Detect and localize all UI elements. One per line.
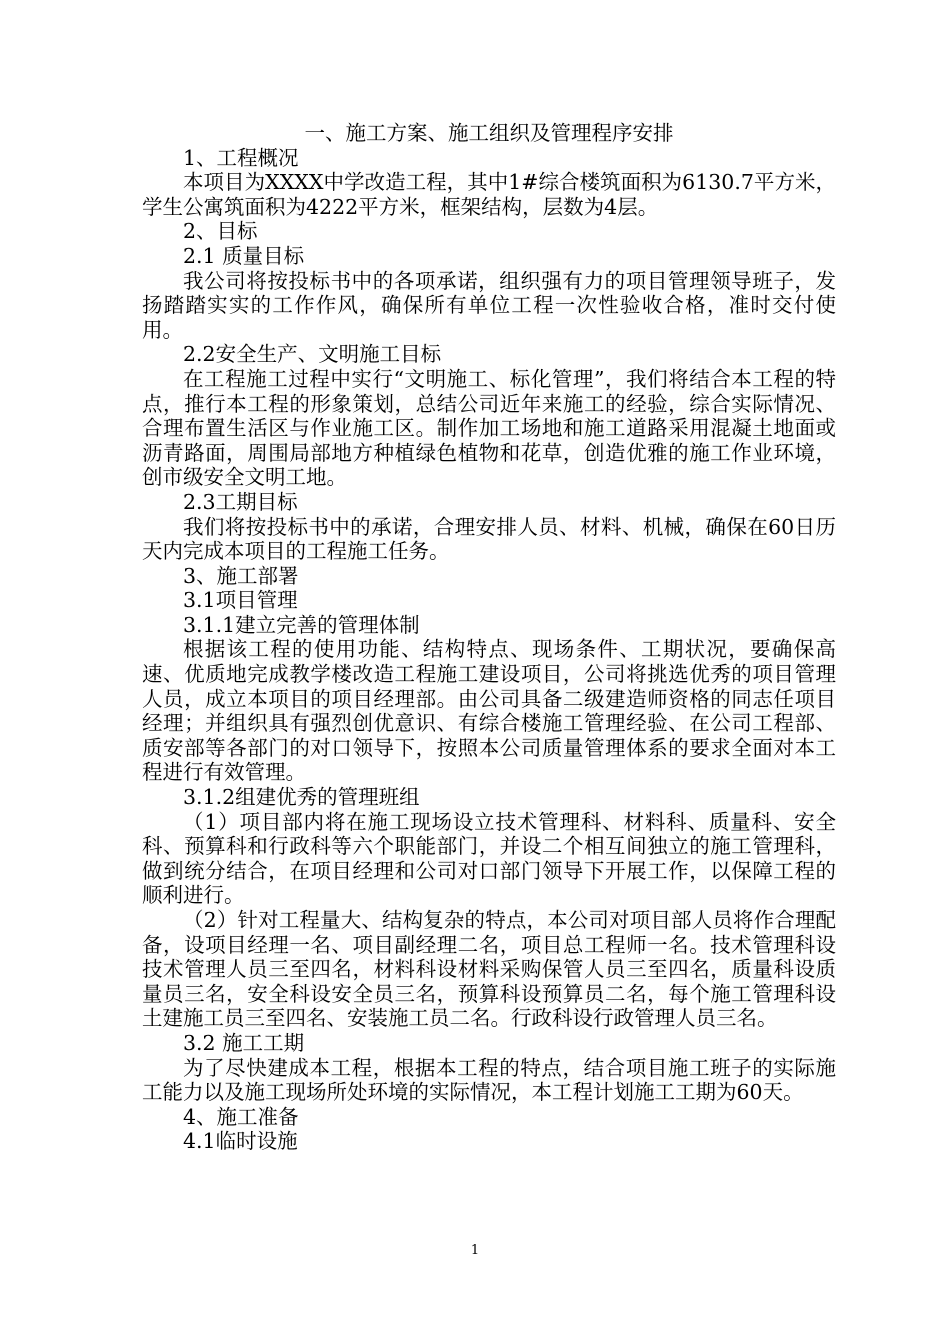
paragraph-quality-goal: 我公司将按投标书中的各项承诺，组织强有力的项目管理领导班子，发扬踏踏实实的工作作风，确保所有单位工程一次性验收合格，准时交付使用。 [142, 268, 836, 342]
heading-construction-deployment: 3、施工部署 [183, 563, 299, 588]
heading-construction-preparation: 4、施工准备 [183, 1104, 299, 1129]
heading-project-management: 3.1项目管理 [183, 588, 298, 613]
heading-management-system: 3.1.1建立完善的管理体制 [183, 612, 420, 637]
heading-quality-goal: 2.1 质量目标 [183, 243, 305, 268]
document-title: 一、施工方案、施工组织及管理程序安排 [304, 121, 674, 145]
heading-temporary-facilities: 4.1临时设施 [183, 1129, 298, 1154]
heading-goals: 2、目标 [183, 219, 258, 244]
heading-safety-goal: 2.2安全生产、文明施工目标 [183, 342, 442, 367]
heading-construction-period: 3.2 施工工期 [183, 1030, 305, 1055]
heading-schedule-goal: 2.3工期目标 [183, 489, 298, 514]
paragraph-management-system: 根据该工程的使用功能、结构特点、现场条件、工期状况，要确保高速、优质地完成教学楼改造工程施工建设项目，公司将挑选优秀的项目管理人员，成立本项目的项目经理部。由公司具备二级建造师资格的同志任项目经理；并组织具有强烈创优意识、有综合楼施工管理经验、在公司工程部、质安部等各部门的对口领导下，按照本公司质量管理体系的要求全面对本工程进行有效管理。 [142, 637, 836, 785]
page-number: 1 [470, 1243, 480, 1258]
heading-project-overview: 1、工程概况 [183, 145, 299, 170]
paragraph-project-overview: 本项目为XXXX中学改造工程，其中1#综合楼筑面积为6130.7平方米，学生公寓筑面积为4222平方米，框架结构，层数为4层。 [142, 170, 836, 219]
paragraph-construction-period: 为了尽快建成本工程，根据本工程的特点，结合项目施工班子的实际施工能力以及施工现场所处环境的实际情况，本工程计划施工工期为60天。 [142, 1055, 836, 1105]
paragraph-management-team-2: （2）针对工程量大、结构复杂的特点，本公司对项目部人员将作合理配备，设项目经理一名、项目副经理二名，项目总工程师一名。技术管理科设技术管理人员三至四名，材料科设材料采购保管人员三至四名，质量科设质量员三名，安全科设安全员三名，预算科设预算员二名，每个施工管理科设土建施工员三至四名、安装施工员二名。行政科设行政管理人员三名。 [142, 908, 836, 1031]
document-body [142, 121, 836, 1154]
paragraph-management-team-1: （1）项目部内将在施工现场设立技术管理科、材料科、质量科、安全科、预算科和行政科等六个职能部门，并设二个相互间独立的施工管理科，做到统分结合，在项目经理和公司对口部门领导下开展工作，以保障工程的顺利进行。 [142, 809, 836, 908]
heading-management-team: 3.1.2组建优秀的管理班组 [183, 785, 420, 810]
paragraph-schedule-goal: 我们将按投标书中的承诺，合理安排人员、材料、机械，确保在60日历天内完成本项目的工程施工任务。 [142, 514, 836, 564]
paragraph-safety-goal: 在工程施工过程中实行“文明施工、标化管理”，我们将结合本工程的特点，推行本工程的形象策划，总结公司近年来施工的经验，综合实际情况、合理布置生活区与作业施工区。制作加工场地和施工道路采用混凝土地面或沥青路面，周围局部地方种植绿色植物和花草，创造优雅的施工作业环境，创市级安全文明工地。 [142, 366, 836, 490]
